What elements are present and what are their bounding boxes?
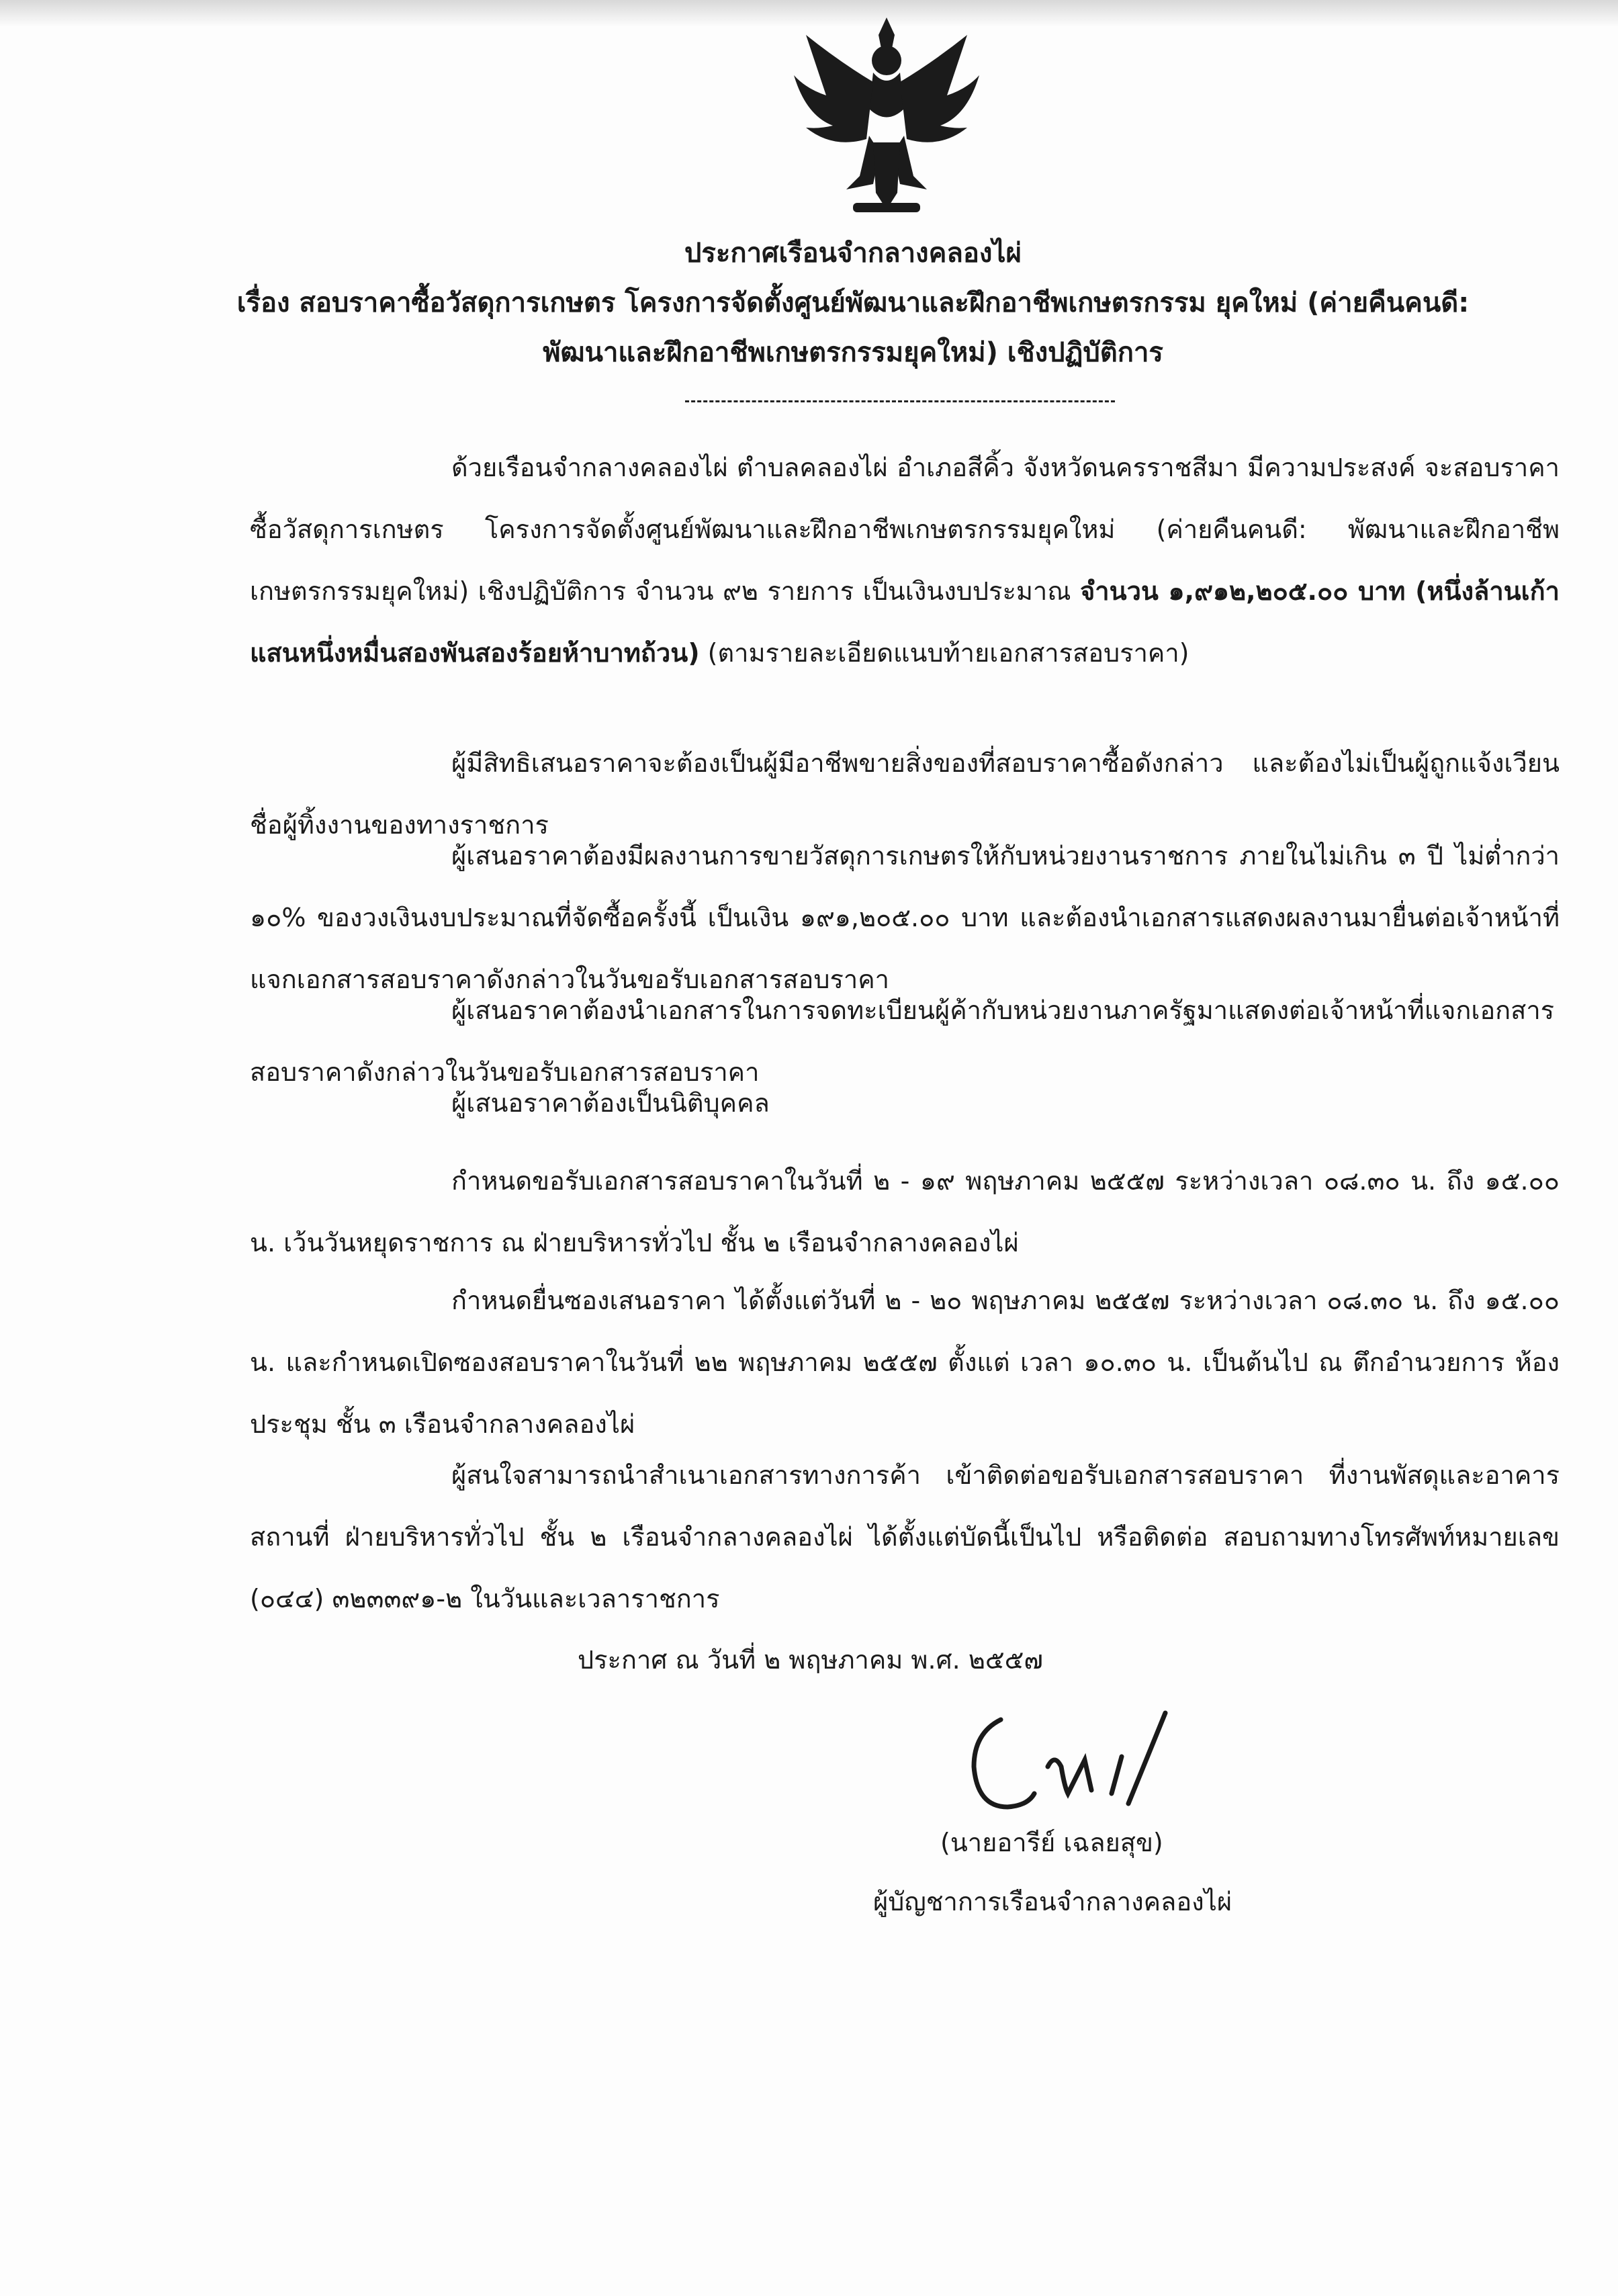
paragraph-1 bbox=[250, 437, 1560, 684]
announcement-title: ประกาศเรือนจำกลางคลองไผ่ bbox=[684, 238, 1022, 269]
paragraph-7 bbox=[250, 1270, 1560, 1455]
paragraph-6 bbox=[250, 1150, 1560, 1274]
paragraph-6-text: กำหนดขอรับเอกสารสอบราคาในวันที่ ๒ - ๑๙ พฤษภาคม ๒๕๕๗ ระหว่างเวลา ๐๘.๓๐ น. ถึง ๑๕.๐๐ น. เว้นวันหยุดราชการ ณ ฝ่ายบริหารทั่วไป ชั้น ๒ เรือนจำกลางคลองไผ่ bbox=[250, 1166, 1560, 1257]
paragraph-1-text: ด้วยเรือนจำกลางคลองไผ่ ตำบลคลองไผ่ อำเภอสีคิ้ว จังหวัดนครราชสีมา มีความประสงค์ จะสอบราคาซื้อวัสดุการเกษตร โครงการจัดตั้งศูนย์พัฒนาและฝึกอาชีพเกษตรกรรมยุคใหม่ (ค่ายคืนคนดี: พัฒนาและฝึกอาชีพเกษตรกรรมยุคใหม่) เชิงปฏิบัติการ จำนวน ๙๒ รายการ เป็นเงินงบประมาณ bbox=[250, 453, 1560, 606]
signer-title: ผู้บัญชาการเรือนจำกลางคลองไผ่ bbox=[873, 1887, 1232, 1916]
signer-name: (นายอารีย์ เฉลยสุข) bbox=[940, 1828, 1163, 1857]
announce-date: ประกาศ ณ วันที่ ๒ พฤษภาคม พ.ศ. ๒๕๕๗ bbox=[578, 1645, 1043, 1675]
paragraph-1-tail: (ตามรายละเอียดแนบท้ายเอกสารสอบราคา) bbox=[707, 638, 1189, 668]
garuda-emblem-icon bbox=[779, 8, 994, 223]
paragraph-5 bbox=[250, 1072, 1560, 1134]
paragraph-2-text: ผู้มีสิทธิเสนอราคาจะต้องเป็นผู้มีอาชีพขายสิ่งของที่สอบราคาซื้อดังกล่าว และต้องไม่เป็นผู้ถูกแจ้งเวียนชื่อผู้ทิ้งงานของทางราชการ bbox=[250, 748, 1560, 840]
paragraph-3-text: ผู้เสนอราคาต้องมีผลงานการขายวัสดุการเกษตรให้กับหน่วยงานราชการ ภายในไม่เกิน ๓ ปี ไม่ต่ำกว่า ๑๐% ของวงเงินงบประมาณที่จัดซื้อครั้งนี้ เป็นเงิน ๑๙๑,๒๐๕.๐๐ บาท และต้องนำเอกสารแสดงผลงานมายื่นต่อเจ้าหน้าที่แจกเอกสารสอบราคาดังกล่าวในวันขอรับเอกสารสอบราคา bbox=[250, 841, 1560, 994]
paragraph-7-text: กำหนดยื่นซองเสนอราคา ได้ตั้งแต่วันที่ ๒ - ๒๐ พฤษภาคม ๒๕๕๗ ระหว่างเวลา ๐๘.๓๐ น. ถึง ๑๕.๐๐ น. และกำหนดเปิดซองสอบราคาในวันที่ ๒๒ พฤษภาคม ๒๕๕๗ ตั้งแต่ เวลา ๑๐.๓๐ น. เป็นต้นไป ณ ตึกอำนวยการ ห้องประชุม ชั้น ๓ เรือนจำกลางคลองไผ่ bbox=[250, 1286, 1560, 1439]
budget-amount: จำนวน ๑,๙๑๒,๒๐๕.๐๐ บาท (หนึ่งล้านเก้าแสนหนึ่งหมื่นสองพันสองร้อยห้าบาทถ้วน) bbox=[250, 576, 1560, 668]
paragraph-4-text: ผู้เสนอราคาต้องนำเอกสารในการจดทะเบียนผู้ค้ากับหน่วยงานภาครัฐมาแสดงต่อเจ้าหน้าที่แจกเอกสารสอบราคาดังกล่าวในวันขอรับเอกสารสอบราคา bbox=[250, 996, 1555, 1087]
subject-line-2: พัฒนาและฝึกอาชีพเกษตรกรรมยุคใหม่) เชิงปฏิบัติการ bbox=[543, 337, 1163, 368]
paragraph-8 bbox=[250, 1444, 1560, 1630]
subject-line-1: เรื่อง สอบราคาซื้อวัสดุการเกษตร โครงการจัดตั้งศูนย์พัฒนาและฝึกอาชีพเกษตรกรรม ยุคใหม่ (ค่ายคืนคนดี: bbox=[236, 288, 1470, 318]
dashed-divider bbox=[685, 400, 1115, 402]
paragraph-5-text: ผู้เสนอราคาต้องเป็นนิติบุคคล bbox=[451, 1088, 770, 1118]
signature-icon bbox=[954, 1693, 1175, 1827]
paragraph-8-text: ผู้สนใจสามารถนำสำเนาเอกสารทางการค้า เข้าติดต่อขอรับเอกสารสอบราคา ที่งานพัสดุและอาคารสถานที่ ฝ่ายบริหารทั่วไป ชั้น ๒ เรือนจำกลางคลองไผ่ ได้ตั้งแต่บัดนี้เป็นไป หรือติดต่อ สอบถามทางโทรศัพท์หมายเลข (๐๔๔) ๓๒๓๓๙๑-๒ ในวันและเวลาราชการ bbox=[250, 1460, 1560, 1614]
